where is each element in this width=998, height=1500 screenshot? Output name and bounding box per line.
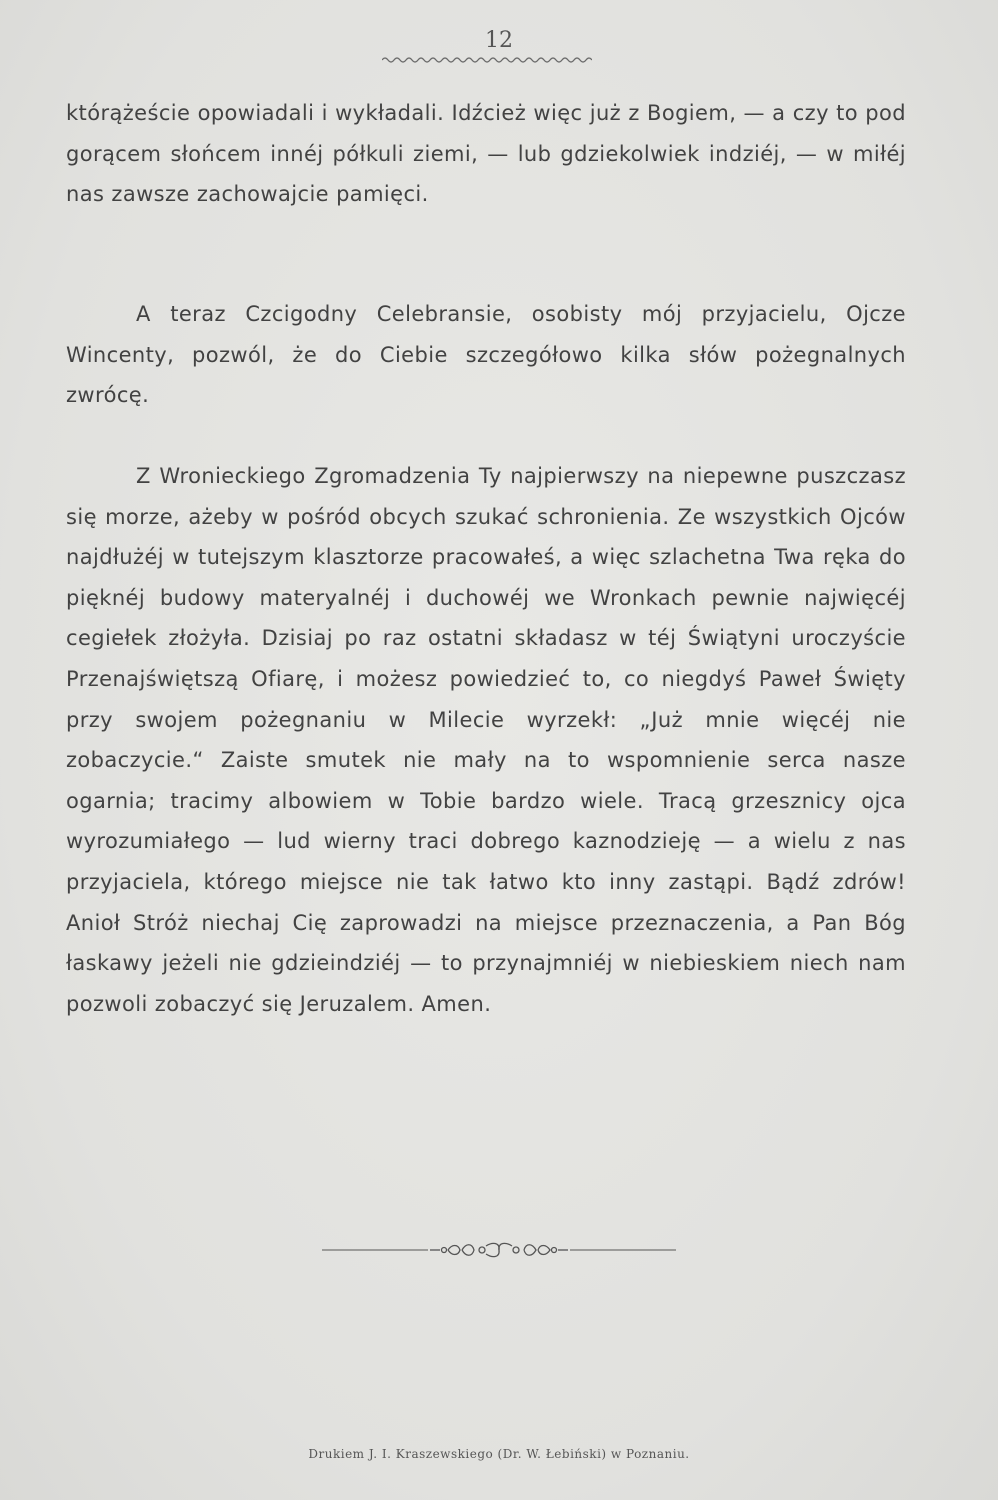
printer-imprint: Drukiem J. I. Kraszewskiego (Dr. W. Łebiński) w Poznaniu. bbox=[308, 1447, 690, 1461]
ornament-divider bbox=[322, 1240, 676, 1260]
wavy-rule bbox=[382, 55, 592, 65]
page-number: 12 bbox=[485, 28, 513, 53]
paragraph-3: Z Wronieckiego Zgromadzenia Ty najpierwszy na niepewne puszczasz się morze, ażeby w pośród obcych szukać schronienia. Ze wszystkich Ojców najdłużéj w tutejszym klasztorze pracowałeś, a więc szlachetna Twa ręka do pięknéj budowy materyalnéj i duchowéj we Wronkach pewnie najwięcéj cegiełek złożyła. Dzisiaj po raz ostatni składasz w téj Świątyni uroczyście Przenajświętszą Ofiarę, i możesz powiedzieć to, co niegdyś Paweł Święty przy swojem pożegnaniu w Milecie wyrzekł: „Już mnie więcéj nie zobaczycie.“ Zaiste smutek nie mały na to wspomnienie serca nasze ogarnia; tracimy albowiem w Tobie bardzo wiele. Tracą grzesznicy ojca wyrozumiałego — lud wierny traci dobrego kaznodzieję — a wielu z nas przyjaciela, którego miejsce nie tak łatwo kto inny zastąpi. Bądź zdrów! Anioł Stróż niechaj Cię zaprowadzi na miejsce przeznaczenia, a Pan Bóg łaskawy jeżeli nie gdzieindziéj — to przynajmniéj w niebieskiem niech nam pozwoli zobaczyć się Jeruzalem. Amen. bbox=[66, 464, 906, 1016]
paragraph-2: A teraz Czcigodny Celebransie, osobisty mój przyjacielu, Ojcze Wincenty, pozwól, że do Ciebie szczegółowo kilka słów pożegnalnych zwrócę. bbox=[66, 302, 906, 408]
paragraph-1: którążeście opowiadali i wykładali. Idźcież więc już z Bogiem, — a czy to pod gorącem słońcem innéj półkuli ziemi, — lub gdziekolwiek indziéj, — w miłéj nas zawsze zachowajcie pamięci. bbox=[66, 101, 906, 207]
